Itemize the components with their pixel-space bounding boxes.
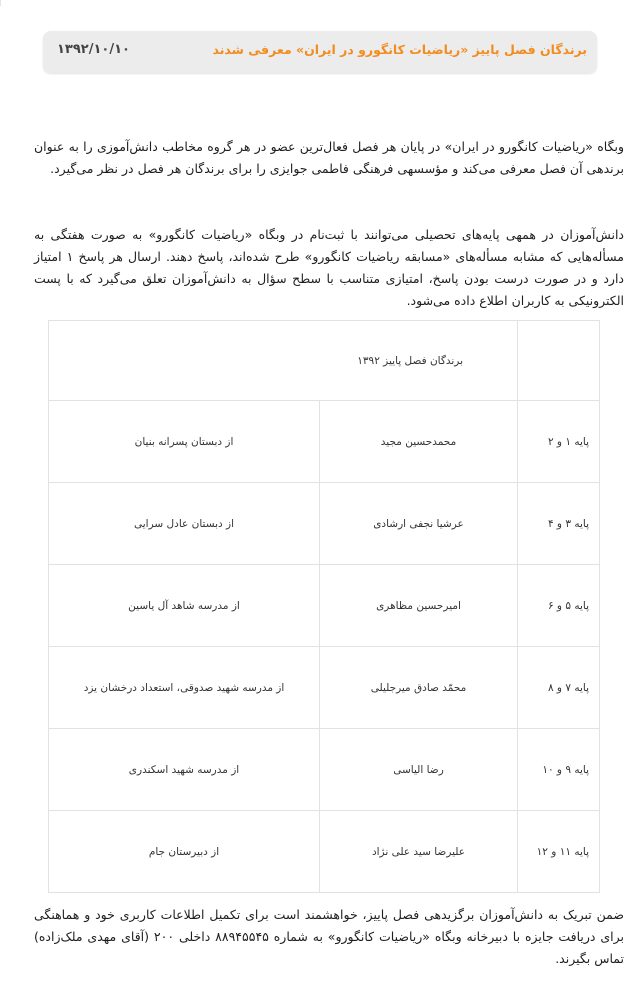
- winners-table: [48, 320, 600, 893]
- grade-cell: پایه ۹ و ۱۰: [518, 729, 600, 811]
- rules-paragraph: دانش‌آموزان در همهی پایه‌های تحصیلی می‌توانند با ثبت‌نام در وبگاه «ریاضیات کانگورو» به صورت هفتگی به مسأله‌هایی که مشابه مسأله‌های «مسابقه ریاضیات کانگورو» طرح شده‌اند، پاسخ دهند. ارسال هر پاسخ ۱ امتیاز دارد و در صورت درست بودن پاسخ، امتیازی متناسب با سطح سؤال به دانش‌آموزان تعلق می‌گیرد که با پست الکترونیکی به کاربران اطلاع داده می‌شود.: [34, 227, 624, 308]
- winner-name-cell: محمدحسین مجید: [320, 401, 518, 483]
- table-row: [49, 811, 600, 893]
- table-row: [49, 565, 600, 647]
- winner-name-cell: عرشیا نجفی ارشادی: [320, 483, 518, 565]
- table-row: [49, 483, 600, 565]
- grade-cell: پایه ۷ و ۸: [518, 647, 600, 729]
- winner-name-cell: علیرضا سید علی نژاد: [320, 811, 518, 893]
- winner-name-cell: امیرحسین مظاهری: [320, 565, 518, 647]
- school-cell: از دبستان عادل سرایی: [49, 483, 320, 565]
- table-row: [49, 729, 600, 811]
- article-header: [43, 31, 597, 73]
- winner-name-cell: رضا الیاسی: [320, 729, 518, 811]
- frame-edge: [0, 0, 1, 6]
- article-title[interactable]: برندگان فصل پاییز «ریاضیات کانگورو در ایران» معرفی شدند: [212, 42, 587, 57]
- article-date: ۱۳۹۲/۱۰/۱۰: [57, 42, 130, 57]
- winner-name-cell: محمّد صادق میرجلیلی: [320, 647, 518, 729]
- table-row: [49, 647, 600, 729]
- school-cell: از دبیرستان جام: [49, 811, 320, 893]
- grade-cell: پایه ۱۱ و ۱۲: [518, 811, 600, 893]
- closing-paragraph: ضمن تبریک به دانش‌آموزان برگزیدهی فصل پاییز، خواهشمند است برای تکمیل اطلاعات کاربری خود و هماهنگی برای دریافت جایزه با دبیرخانه وبگاه «ریاضیات کانگورو» به شماره ۸۸۹۴۵۵۴۵ داخلی ۲۰۰ (آقای مهدی ملک‌زاده) تماس بگیرند.: [34, 907, 624, 966]
- grade-cell: پایه ۵ و ۶: [518, 565, 600, 647]
- school-cell: از مدرسه شهید صدوقی، استعداد درخشان یزد: [49, 647, 320, 729]
- school-cell: از دبستان پسرانه بنیان: [49, 401, 320, 483]
- grade-cell: پایه ۳ و ۴: [518, 483, 600, 565]
- table-row: [49, 401, 600, 483]
- table-heading-row: [49, 321, 600, 401]
- table-heading: برندگان فصل پاییز ۱۳۹۲: [49, 321, 518, 401]
- school-cell: از مدرسه شهید اسکندری: [49, 729, 320, 811]
- table-heading-spacer: [518, 321, 600, 401]
- grade-cell: پایه ۱ و ۲: [518, 401, 600, 483]
- school-cell: از مدرسه شاهد آل یاسین: [49, 565, 320, 647]
- intro-paragraph: وبگاه «ریاضیات کانگورو در ایران» در پایان هر فصل فعال‌ترین عضو در هر گروه مخاطب دانش‌آموزی را به عنوان برندهی آن فصل معرفی می‌کند و مؤسسهی فرهنگی فاطمی جوایزی را برای برندگان هر فصل در نظر می‌گیرد.: [34, 139, 624, 176]
